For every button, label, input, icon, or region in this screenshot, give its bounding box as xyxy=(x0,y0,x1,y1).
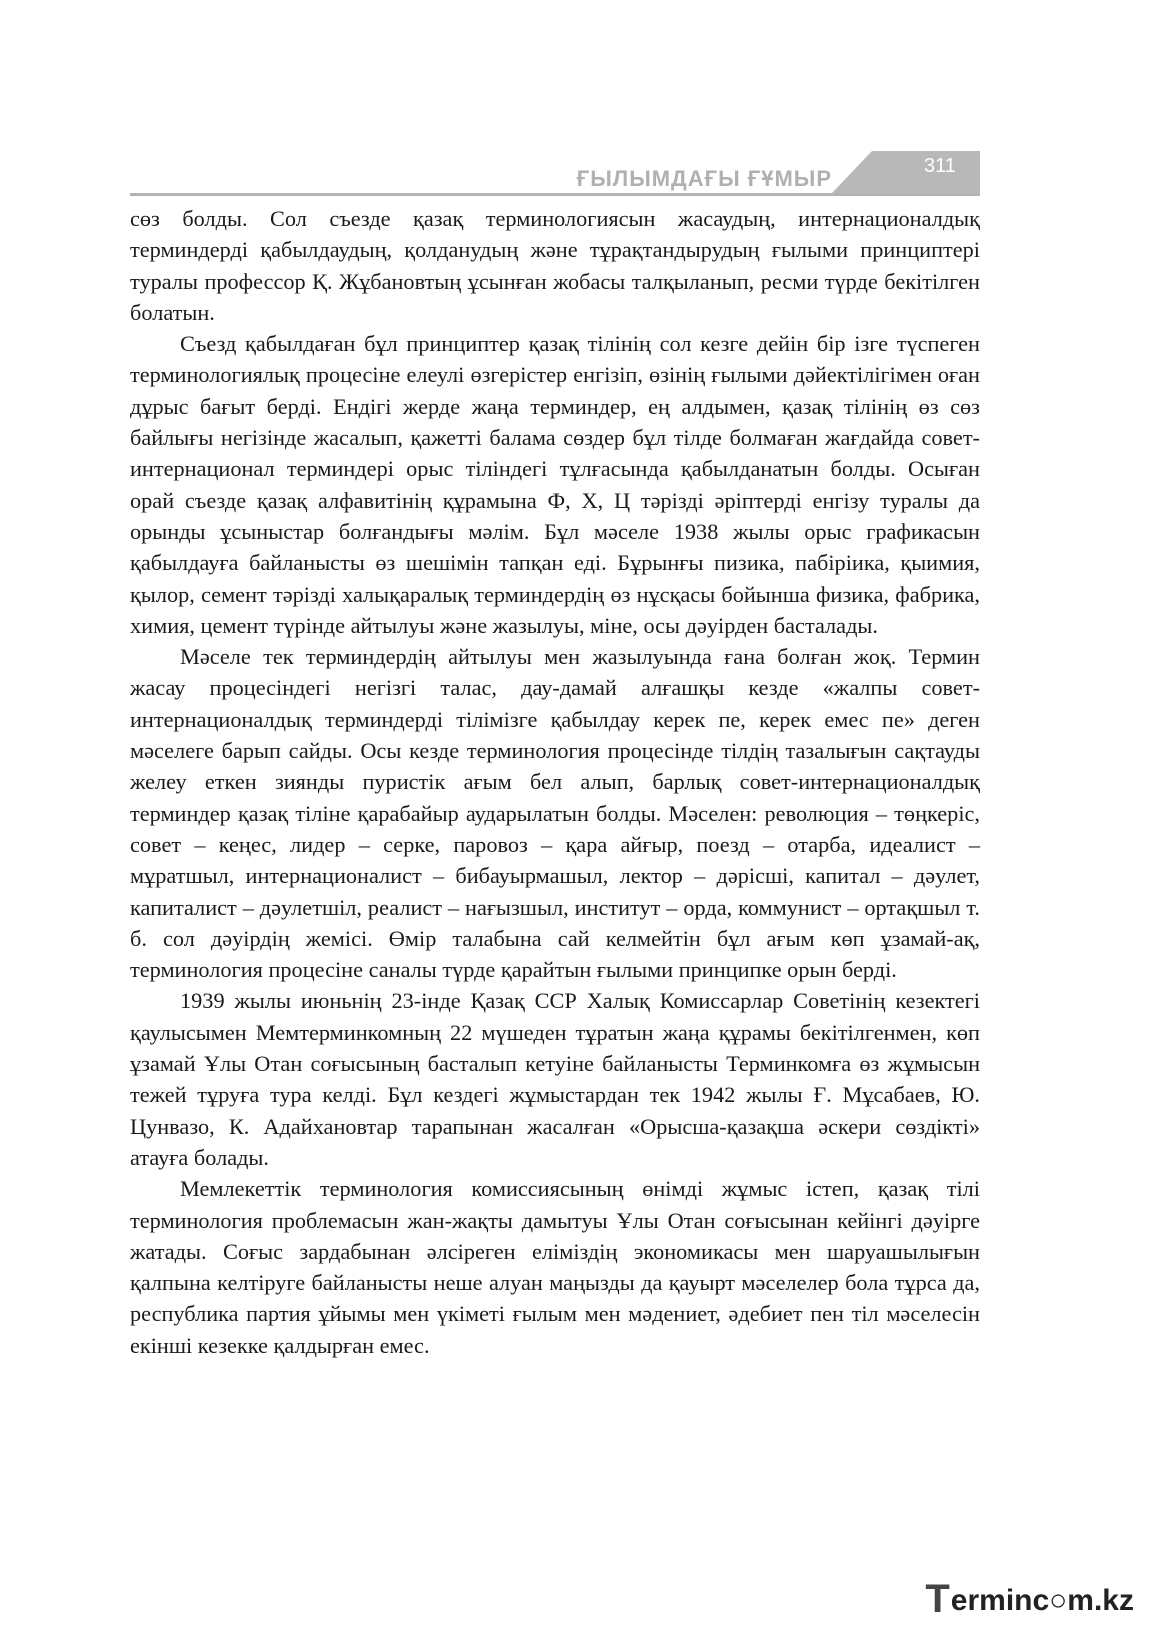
page-number-tab xyxy=(832,149,980,193)
watermark-text: erminc○m.kz xyxy=(950,1584,1134,1617)
running-title: ҒЫЛЫМДАҒЫ ҒҰМЫР xyxy=(576,166,832,191)
watermark-logo xyxy=(925,1579,1134,1619)
running-header xyxy=(130,148,980,196)
paragraph: сөз болды. Сол съезде қазақ терминологиясын жасаудың, интернационалдық терминдерді қабылдаудың, қолданудың және тұрақтандырудың ғылыми принциптері туралы профессор Қ. Жұбановтың ұсынған жобасы талқыланып, ресми түрде бекітілген болатын. xyxy=(130,206,980,325)
paragraph: Мемлекеттік терминология комиссиясының өнімді жұмыс істеп, қазақ тілі терминология проблемасын жан-жақты дамытуы Ұлы Отан соғысынан кейінгі дәуірге жатады. Соғыс зардабынан әлсіреген еліміздің экономикасы мен шаруашылығын қалпына келтіруге байланысты неше алуан маңызды да қауырт мәселелер бола тұрса да, республика партия ұйымы мен үкіметі ғылым мен мәдениет, әдебиет пен тіл мәселесін екінші кезекке қалдырған емес. xyxy=(130,1176,980,1358)
paragraph: Съезд қабылдаған бұл принциптер қазақ тілінің сол кезге дейін бір ізге түспеген терминологиялық процесіне елеулі өзгерістер енгізіп, өзінің ғылыми дәйектілігімен оған дұрыс бағыт берді. Ендігі жерде жаңа терминдер, ең алдымен, қазақ тілінің өз сөз байлығы негізінде жасалып, қажетті балама сөздер бұл тілде болмаған жағдайда совет-интернационал терминдері орыс тіліндегі тұлғасында қабылданатын болды. Осыған орай съезде қазақ алфавитінің құрамына Ф, Х, Ц тәрізді әріптерді енгізу туралы да орынды ұсыныстар болғандығы мәлім. Бұл мәселе 1938 жылы орыс графикасын қабылдауға байланысты өз шешімін тапқан еді. Бұрынғы пизика, пабіріика, қыимия, қылор, семент тәрізді халықаралық терминдердің өз нұсқасы бойынша физика, фабрика, химия, цемент түрінде айтылуы және жазылуы, міне, осы дәуірден басталады. xyxy=(130,331,980,638)
watermark-first-letter: T xyxy=(925,1577,950,1621)
header-rule xyxy=(130,193,980,196)
paragraph: Мәселе тек терминдердің айтылуы мен жазылуында ғана болған жоқ. Термин жасау процесіндегі негізгі талас, дау-дамай алғашқы кезде «жалпы совет-интернационалдық терминдерді тілімізге қабылдау керек пе, керек емес пе» деген мәселеге барып сайды. Осы кезде терминология процесінде тілдің тазалығын сақтауды желеу еткен зиянды пуристік ағым бел алып, барлық совет-интернационалдық терминдер қазақ тіліне қарабайыр аударылатын болды. Мәселен: революция – төңкеріс, совет – кеңес, лидер – серке, паровоз – қара айғыр, поезд – отарба, идеалист – мұратшыл, интернационалист – бибауырмашыл, лектор – дәрісші, капитал – дәулет, капиталист – дәулетшіл, реалист – нағызшыл, институт – орда, коммунист – ортақшыл т. б. сол дәуірдің жемісі. Өмір талабына сай келмейтін бұл ағым көп ұзамай-ақ, терминология процесіне саналы түрде қарайтын ғылыми принципке орын берді. xyxy=(130,644,980,983)
body-text xyxy=(130,203,980,1361)
paragraph: 1939 жылы июньнің 23-інде Қазақ ССР Халық Комиссарлар Советінің кезектегі қаулысымен Мемтерминкомның 22 мүшеден тұратын жаңа құрамы бекітілгенмен, көп ұзамай Ұлы Отан соғысының басталып кетуіне байланысты Терминкомға өз жұмысын тежей тұруға тура келді. Бұл кездегі жұмыстардан тек 1942 жылы Ғ. Мұсабаев, Ю. Цунвазо, К. Адайхановтар тарапынан жасалған «Орысша-қазақша әскери сөздікті» атауға болады. xyxy=(130,988,980,1170)
page-number: 311 xyxy=(924,155,956,177)
